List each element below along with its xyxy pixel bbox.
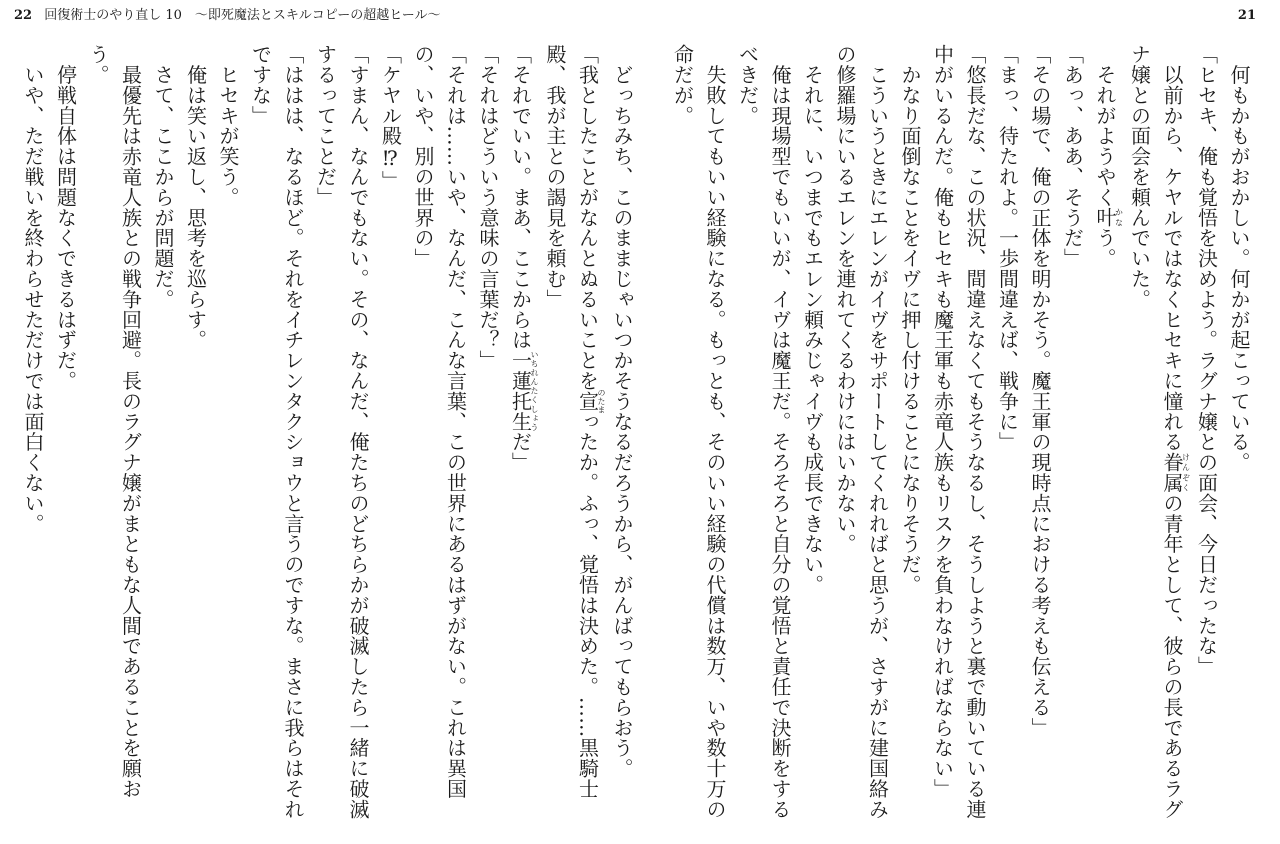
line-text: それに、いつまでもエレン頼みじゃイヴも成長できない。	[800, 64, 825, 595]
left-page-number: 22	[14, 8, 33, 23]
ruby-base: 眷属	[1160, 452, 1184, 493]
line-text: かなり面倒なことをイヴに押し付けることになりそうだ。	[898, 64, 922, 595]
text-line	[1223, 44, 1256, 834]
text-line	[472, 44, 505, 834]
ruby-reading: のたま	[597, 388, 606, 414]
ruby-reading: いちれんたくしょう	[530, 350, 539, 432]
ruby-base: 一蓮托生	[508, 350, 533, 432]
text-line	[407, 44, 472, 834]
line-text: 「ははは、なるほど。それをイチレンタクショウと言うのですな。まさに我らはそれですな」	[248, 44, 305, 820]
line-text: 停戦自体は問題なくできるはずだ。	[53, 64, 78, 391]
text-line	[796, 44, 829, 834]
line-text: 「あっ、ああ、そうだ」	[1060, 44, 1085, 269]
line-text: それがようやく	[1093, 64, 1117, 208]
text-line	[991, 44, 1024, 834]
line-text: 「それはどういう意味の言葉だ？」	[476, 44, 500, 371]
line-text: 俺は笑い返し、思考を巡らす。	[183, 64, 208, 351]
text-line	[539, 44, 606, 834]
line-text: 何もかもがおかしい。何かが起こっている。	[1227, 64, 1251, 473]
ruby-reading: かな	[1114, 207, 1124, 228]
text-line	[1190, 44, 1223, 834]
ruby-annotation	[575, 388, 606, 414]
text-line	[666, 44, 731, 834]
line-text-continued: う。	[1093, 227, 1117, 269]
text-line	[1089, 44, 1124, 834]
line-text: 最優先は赤竜人族との戦争回避。長のラグナ嬢がまともな人間であることを願おう。	[86, 44, 143, 799]
line-text: どっちみち、このままじゃいつかそうなるだろうから、がんばってもらおう。	[610, 64, 634, 779]
left-page	[21, 44, 638, 834]
ruby-base: 宣	[575, 388, 600, 414]
line-text: 「それでいい。まあ、ここからは	[508, 44, 533, 350]
line-text: 「すまん、なんでもない。その、なんだ、俺たちのどちらかが破滅したら一緒に破滅するってことだ」	[313, 44, 370, 820]
text-line	[1024, 44, 1057, 834]
text-line	[1056, 44, 1089, 834]
ruby-annotation	[1160, 452, 1191, 493]
left-page-body	[21, 44, 638, 834]
text-line	[212, 44, 245, 834]
text-line	[244, 44, 309, 834]
right-page-body	[655, 44, 1255, 834]
line-text: 俺は現場型でもいいが、イヴは魔王だ。そろそろと自分の覚悟と責任で決断をするべきだ。	[735, 44, 792, 820]
line-text: いや、ただ戦いを終わらせただけでは面白くない。	[21, 64, 45, 534]
text-line	[606, 44, 639, 834]
line-text: 以前から、ケヤルではなくヒセキに憧れる	[1160, 64, 1184, 453]
line-text: 「まっ、待たれよ。一歩間違えば、戦争に」	[995, 44, 1020, 452]
text-line	[926, 44, 991, 834]
ruby-annotation	[508, 350, 539, 432]
line-text: ヒセキが笑う。	[216, 64, 240, 208]
line-text-continued: の青年として、彼らの長であるラグナ嬢との面会を頼んでいた。	[1127, 44, 1184, 820]
line-text: 「それは……いや、なんだ、こんな言葉、この世界にあるはずがない。これは異国の、いや、別の世界の」	[411, 44, 468, 799]
line-text-continued: だ」	[508, 431, 533, 473]
line-text-continued: ったか。ふっ、覚悟は決めた。……黒騎士殿、我が主との謁見を頼む」	[543, 44, 600, 799]
line-text: 「ヒセキ、俺も覚悟を決めよう。ラグナ嬢との面会、今日だったな」	[1194, 44, 1219, 677]
line-text: こういうときにエレンがイヴをサポートしてくれればと思うが、さすがに建国絡みの修羅場にいるエレンを連れてくるわけにはいかない。	[833, 44, 890, 820]
text-line	[147, 44, 180, 834]
line-text: さて、ここからが問題だ。	[151, 64, 175, 310]
line-text: 「我としたことがなんとぬるいことを	[575, 44, 600, 391]
line-text: 失敗してもいい経験になる。もっとも、そのいい経験の代償は数万、いや数十万の命だが。	[670, 44, 727, 820]
right-page-number: 21	[1237, 8, 1256, 23]
text-line	[49, 44, 82, 834]
text-line	[829, 44, 894, 834]
right-page-header	[1238, 8, 1256, 24]
ruby-base: 叶	[1093, 207, 1117, 228]
ruby-reading: けんぞく	[1181, 452, 1191, 493]
right-page	[655, 44, 1255, 834]
book-title-running-header: 回復術士のやり直し 10 ～即死魔法とスキルコピーの超越ヒール～	[44, 8, 441, 23]
text-line	[504, 44, 539, 834]
text-line	[374, 44, 407, 834]
text-line	[894, 44, 927, 834]
text-line	[179, 44, 212, 834]
text-line	[82, 44, 147, 834]
left-page-header	[14, 8, 440, 24]
line-text: 「その場で、俺の正体を明かそう。魔王軍の現時点における考えも伝える」	[1028, 44, 1052, 738]
line-text: 「悠長だな、この状況、間違えなくてもそうなるし、そうしようと裏で動いている連中がいるんだ。俺もヒセキも魔王軍も赤竜人族もリスクを負わなければならない」	[930, 44, 987, 820]
ruby-annotation	[1093, 207, 1124, 228]
text-line	[309, 44, 374, 834]
text-line	[17, 44, 50, 834]
text-line	[1123, 44, 1190, 834]
text-line	[731, 44, 796, 834]
line-text: 「ケヤル殿⁉」	[378, 44, 403, 191]
